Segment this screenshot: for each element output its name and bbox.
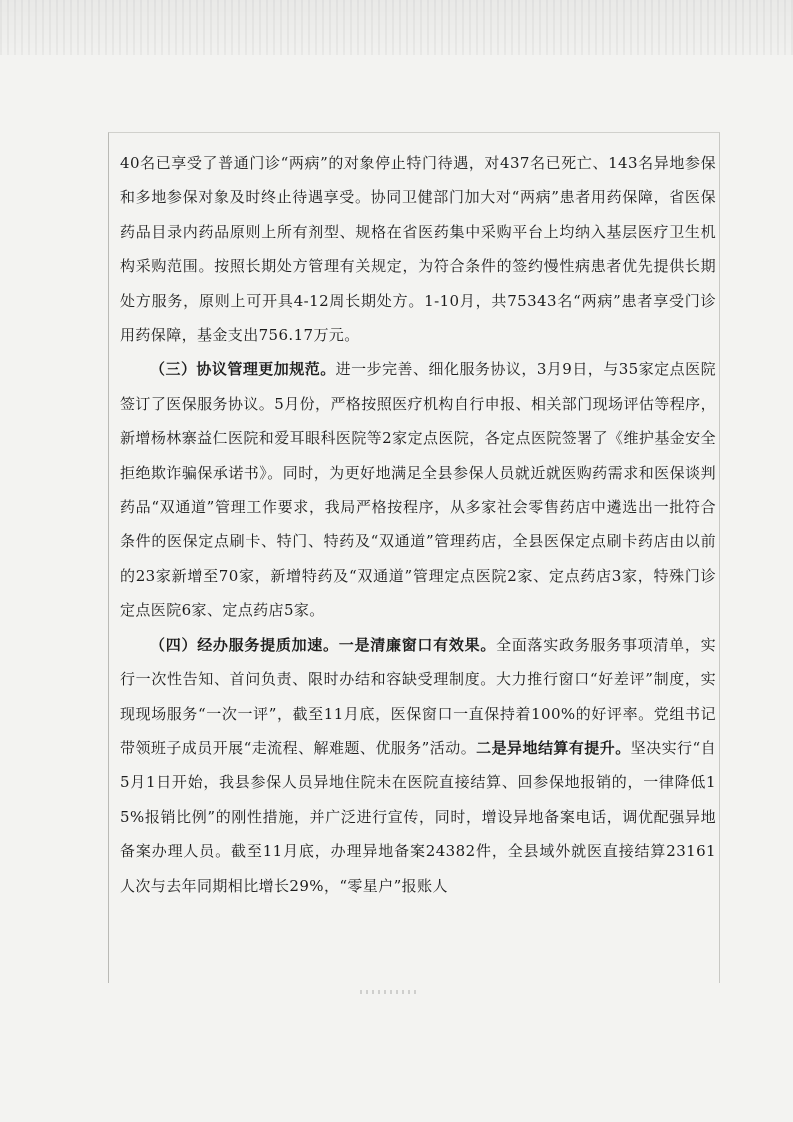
scan-noise-top bbox=[0, 0, 793, 55]
section-heading: （三）协议管理更加规范。 bbox=[150, 360, 336, 379]
paragraph-service-improvement bbox=[120, 628, 716, 903]
subsection-heading: 二是异地结算有提升。 bbox=[476, 738, 631, 757]
paragraph-text: 全面落实政务服务事项清单，实行一次性告知、首问负责、限时办结和容缺受理制度。大力推行窗口“好差评”制度，实现现场服务“一次一评”，截至11月底，医保窗口一直保持着100%的好评率。党组书记带领班子成员开展“走流程、解难题、优服务”活动。 bbox=[120, 635, 716, 757]
paragraph-text: 40名已享受了普通门诊“两病”的对象停止特门待遇，对437名已死亡、143名异地参保和多地参保对象及时终止待遇享受。协同卫健部门加大对“两病”患者用药保障，省医保药品目录内药品原则上所有剂型、规格在省医药集中采购平台上均纳入基层医疗卫生机构采购范围。按照长期处方管理有关规定，为符合条件的签约慢性病患者优先提供长期处方服务，原则上可开具4-12周长期处方。1-10月，共75343名“两病”患者享受门诊用药保障，基金支出756.17万元。 bbox=[120, 154, 716, 345]
paragraph-text: 进一步完善、细化服务协议，3月9日，与35家定点医院签订了医保服务协议。5月份，严格按照医疗机构自行申报、相关部门现场评估等程序，新增杨林寨益仁医院和爱耳眼科医院等2家定点医院，各定点医院签署了《维护基金安全 拒绝欺诈骗保承诺书》。同时，为更好地满足全县参保人员就近就医购药需求和医保谈判药品“双通道”管理工作要求，我局严格按程序，从多家社会零售药店中遴选出一批符合条件的医保定点刷卡、特门、特药及“双通道”管理药店，全县医保定点刷卡药店由以前的23家新增至70家，新增特药及“双通道”管理定点医院2家、定点药店3家，特殊门诊定点医院6家、定点药店5家。 bbox=[120, 360, 716, 620]
document-body bbox=[120, 146, 716, 903]
paragraph-text: 坚决实行“自5月1日开始，我县参保人员异地住院未在医院直接结算、回参保地报销的，一律降低15%报销比例”的刚性措施，并广泛进行宣传，同时，增设异地备案电话，调优配强异地备案办理人员。截至11月底，办理异地备案24382件，全县域外就医直接结算23161人次与去年同期相比增长29%，“零星户”报账人 bbox=[120, 738, 716, 895]
section-heading: （四）经办服务提质加速。一是清廉窗口有效果。 bbox=[150, 635, 497, 654]
scan-noise-bottom bbox=[360, 990, 420, 994]
paragraph-two-diseases bbox=[120, 146, 716, 352]
paragraph-agreement-management bbox=[120, 352, 716, 627]
